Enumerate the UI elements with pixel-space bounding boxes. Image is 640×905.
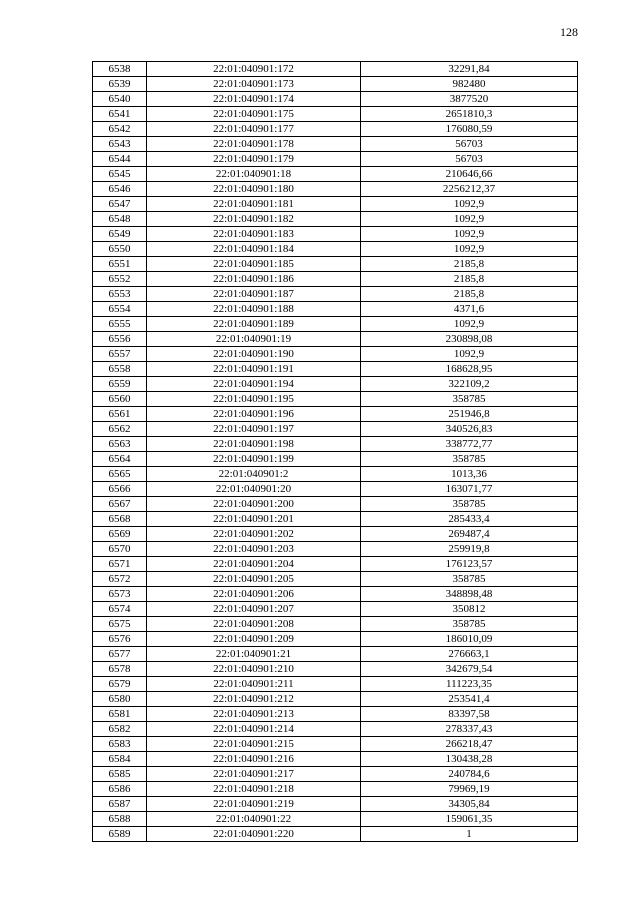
table-row [93, 632, 578, 647]
cadastral-value-cell: 240784,6 [361, 767, 578, 782]
cadastral-number-cell: 22:01:040901:191 [147, 362, 361, 377]
table-row [93, 107, 578, 122]
cadastral-value-cell: 322109,2 [361, 377, 578, 392]
cadastral-value-cell: 259919,8 [361, 542, 578, 557]
row-number-cell: 6584 [93, 752, 147, 767]
table-row [93, 827, 578, 842]
table-row [93, 527, 578, 542]
cadastral-value-cell: 253541,4 [361, 692, 578, 707]
cadastral-number-cell: 22:01:040901:204 [147, 557, 361, 572]
cadastral-number-cell: 22:01:040901:207 [147, 602, 361, 617]
cadastral-number-cell: 22:01:040901:22 [147, 812, 361, 827]
row-number-cell: 6567 [93, 497, 147, 512]
table-row [93, 482, 578, 497]
row-number-cell: 6573 [93, 587, 147, 602]
cadastral-number-cell: 22:01:040901:200 [147, 497, 361, 512]
row-number-cell: 6557 [93, 347, 147, 362]
cadastral-value-cell: 32291,84 [361, 62, 578, 77]
table-row [93, 302, 578, 317]
table-row [93, 467, 578, 482]
cadastral-number-cell: 22:01:040901:220 [147, 827, 361, 842]
cadastral-value-cell: 340526,83 [361, 422, 578, 437]
table-row [93, 362, 578, 377]
cadastral-number-cell: 22:01:040901:185 [147, 257, 361, 272]
row-number-cell: 6539 [93, 77, 147, 92]
row-number-cell: 6546 [93, 182, 147, 197]
cadastral-number-cell: 22:01:040901:183 [147, 227, 361, 242]
row-number-cell: 6588 [93, 812, 147, 827]
cadastral-value-cell: 130438,28 [361, 752, 578, 767]
cadastral-number-cell: 22:01:040901:187 [147, 287, 361, 302]
table-row [93, 437, 578, 452]
cadastral-value-cell: 3877520 [361, 92, 578, 107]
cadastral-number-cell: 22:01:040901:205 [147, 572, 361, 587]
cadastral-value-cell: 1092,9 [361, 242, 578, 257]
cadastral-value-cell: 210646,66 [361, 167, 578, 182]
cadastral-value-cell: 2651810,3 [361, 107, 578, 122]
table-row [93, 152, 578, 167]
cadastral-value-cell: 176123,57 [361, 557, 578, 572]
cadastral-number-cell: 22:01:040901:184 [147, 242, 361, 257]
cadastral-value-cell: 2185,8 [361, 287, 578, 302]
row-number-cell: 6577 [93, 647, 147, 662]
cadastral-number-cell: 22:01:040901:190 [147, 347, 361, 362]
row-number-cell: 6586 [93, 782, 147, 797]
cadastral-number-cell: 22:01:040901:219 [147, 797, 361, 812]
row-number-cell: 6544 [93, 152, 147, 167]
cadastral-number-cell: 22:01:040901:211 [147, 677, 361, 692]
table-row [93, 62, 578, 77]
row-number-cell: 6550 [93, 242, 147, 257]
row-number-cell: 6560 [93, 392, 147, 407]
table-row [93, 317, 578, 332]
cadastral-number-cell: 22:01:040901:21 [147, 647, 361, 662]
row-number-cell: 6564 [93, 452, 147, 467]
cadastral-number-cell: 22:01:040901:180 [147, 182, 361, 197]
row-number-cell: 6574 [93, 602, 147, 617]
cadastral-value-cell: 982480 [361, 77, 578, 92]
cadastral-number-cell: 22:01:040901:212 [147, 692, 361, 707]
table-row [93, 752, 578, 767]
table-row [93, 572, 578, 587]
table-row [93, 617, 578, 632]
cadastral-value-cell: 163071,77 [361, 482, 578, 497]
cadastral-value-cell: 1092,9 [361, 197, 578, 212]
table-row [93, 557, 578, 572]
table-row [93, 782, 578, 797]
table-row [93, 707, 578, 722]
cadastral-number-cell: 22:01:040901:209 [147, 632, 361, 647]
table-row [93, 422, 578, 437]
cadastral-number-cell: 22:01:040901:202 [147, 527, 361, 542]
row-number-cell: 6552 [93, 272, 147, 287]
row-number-cell: 6575 [93, 617, 147, 632]
row-number-cell: 6578 [93, 662, 147, 677]
table-row [93, 452, 578, 467]
cadastral-number-cell: 22:01:040901:188 [147, 302, 361, 317]
cadastral-value-cell: 83397,58 [361, 707, 578, 722]
table-row [93, 602, 578, 617]
table-row [93, 587, 578, 602]
cadastral-number-cell: 22:01:040901:178 [147, 137, 361, 152]
cadastral-number-cell: 22:01:040901:198 [147, 437, 361, 452]
table-row [93, 242, 578, 257]
cadastral-value-cell: 56703 [361, 137, 578, 152]
row-number-cell: 6576 [93, 632, 147, 647]
row-number-cell: 6543 [93, 137, 147, 152]
cadastral-number-cell: 22:01:040901:194 [147, 377, 361, 392]
table-row [93, 692, 578, 707]
table-row [93, 347, 578, 362]
cadastral-value-cell: 338772,77 [361, 437, 578, 452]
cadastral-value-cell: 1092,9 [361, 317, 578, 332]
table-row [93, 812, 578, 827]
row-number-cell: 6571 [93, 557, 147, 572]
cadastral-value-cell: 1 [361, 827, 578, 842]
cadastral-value-cell: 111223,35 [361, 677, 578, 692]
row-number-cell: 6580 [93, 692, 147, 707]
cadastral-number-cell: 22:01:040901:195 [147, 392, 361, 407]
cadastral-number-cell: 22:01:040901:199 [147, 452, 361, 467]
table-row [93, 512, 578, 527]
cadastral-number-cell: 22:01:040901:177 [147, 122, 361, 137]
row-number-cell: 6549 [93, 227, 147, 242]
row-number-cell: 6558 [93, 362, 147, 377]
cadastral-number-cell: 22:01:040901:214 [147, 722, 361, 737]
table-row [93, 77, 578, 92]
cadastral-number-cell: 22:01:040901:189 [147, 317, 361, 332]
cadastral-number-cell: 22:01:040901:19 [147, 332, 361, 347]
table-row [93, 257, 578, 272]
row-number-cell: 6561 [93, 407, 147, 422]
row-number-cell: 6579 [93, 677, 147, 692]
cadastral-number-cell: 22:01:040901:173 [147, 77, 361, 92]
row-number-cell: 6582 [93, 722, 147, 737]
table-row [93, 647, 578, 662]
cadastral-value-cell: 358785 [361, 392, 578, 407]
cadastral-value-cell: 276663,1 [361, 647, 578, 662]
row-number-cell: 6568 [93, 512, 147, 527]
cadastral-value-table [92, 61, 578, 842]
cadastral-value-cell: 2256212,37 [361, 182, 578, 197]
cadastral-value-cell: 266218,47 [361, 737, 578, 752]
cadastral-value-cell: 168628,95 [361, 362, 578, 377]
cadastral-value-cell: 358785 [361, 452, 578, 467]
cadastral-number-cell: 22:01:040901:2 [147, 467, 361, 482]
row-number-cell: 6545 [93, 167, 147, 182]
cadastral-value-cell: 285433,4 [361, 512, 578, 527]
table-row [93, 167, 578, 182]
cadastral-number-cell: 22:01:040901:210 [147, 662, 361, 677]
row-number-cell: 6589 [93, 827, 147, 842]
cadastral-number-cell: 22:01:040901:213 [147, 707, 361, 722]
table-row [93, 197, 578, 212]
table-row [93, 797, 578, 812]
cadastral-number-cell: 22:01:040901:208 [147, 617, 361, 632]
table-row [93, 392, 578, 407]
cadastral-value-cell: 34305,84 [361, 797, 578, 812]
row-number-cell: 6553 [93, 287, 147, 302]
cadastral-number-cell: 22:01:040901:203 [147, 542, 361, 557]
cadastral-number-cell: 22:01:040901:216 [147, 752, 361, 767]
row-number-cell: 6554 [93, 302, 147, 317]
row-number-cell: 6540 [93, 92, 147, 107]
table-row [93, 662, 578, 677]
row-number-cell: 6562 [93, 422, 147, 437]
cadastral-number-cell: 22:01:040901:201 [147, 512, 361, 527]
page-number: 128 [560, 25, 578, 39]
row-number-cell: 6556 [93, 332, 147, 347]
row-number-cell: 6547 [93, 197, 147, 212]
row-number-cell: 6583 [93, 737, 147, 752]
table-row [93, 287, 578, 302]
cadastral-value-cell: 56703 [361, 152, 578, 167]
cadastral-value-cell: 176080,59 [361, 122, 578, 137]
cadastral-value-cell: 278337,43 [361, 722, 578, 737]
cadastral-number-cell: 22:01:040901:175 [147, 107, 361, 122]
table-row [93, 497, 578, 512]
cadastral-value-cell: 1013,36 [361, 467, 578, 482]
cadastral-value-cell: 2185,8 [361, 257, 578, 272]
table-row [93, 227, 578, 242]
cadastral-value-cell: 350812 [361, 602, 578, 617]
table-row [93, 122, 578, 137]
table-row [93, 407, 578, 422]
cadastral-number-cell: 22:01:040901:217 [147, 767, 361, 782]
table-row [93, 377, 578, 392]
cadastral-value-cell: 230898,08 [361, 332, 578, 347]
table-body [93, 62, 578, 842]
row-number-cell: 6541 [93, 107, 147, 122]
cadastral-number-cell: 22:01:040901:206 [147, 587, 361, 602]
cadastral-value-cell: 4371,6 [361, 302, 578, 317]
row-number-cell: 6559 [93, 377, 147, 392]
table-row [93, 332, 578, 347]
cadastral-number-cell: 22:01:040901:18 [147, 167, 361, 182]
cadastral-value-cell: 269487,4 [361, 527, 578, 542]
cadastral-number-cell: 22:01:040901:182 [147, 212, 361, 227]
table-row [93, 272, 578, 287]
row-number-cell: 6542 [93, 122, 147, 137]
cadastral-value-cell: 358785 [361, 497, 578, 512]
row-number-cell: 6585 [93, 767, 147, 782]
cadastral-number-cell: 22:01:040901:197 [147, 422, 361, 437]
table-row [93, 137, 578, 152]
row-number-cell: 6566 [93, 482, 147, 497]
cadastral-number-cell: 22:01:040901:196 [147, 407, 361, 422]
row-number-cell: 6565 [93, 467, 147, 482]
cadastral-value-cell: 358785 [361, 572, 578, 587]
cadastral-number-cell: 22:01:040901:172 [147, 62, 361, 77]
cadastral-value-cell: 186010,09 [361, 632, 578, 647]
row-number-cell: 6581 [93, 707, 147, 722]
cadastral-value-cell: 1092,9 [361, 227, 578, 242]
table-row [93, 677, 578, 692]
row-number-cell: 6569 [93, 527, 147, 542]
row-number-cell: 6572 [93, 572, 147, 587]
cadastral-number-cell: 22:01:040901:181 [147, 197, 361, 212]
row-number-cell: 6563 [93, 437, 147, 452]
table-row [93, 182, 578, 197]
cadastral-number-cell: 22:01:040901:186 [147, 272, 361, 287]
cadastral-value-cell: 1092,9 [361, 212, 578, 227]
row-number-cell: 6555 [93, 317, 147, 332]
cadastral-value-cell: 348898,48 [361, 587, 578, 602]
cadastral-value-cell: 358785 [361, 617, 578, 632]
cadastral-value-cell: 2185,8 [361, 272, 578, 287]
cadastral-number-cell: 22:01:040901:20 [147, 482, 361, 497]
table-row [93, 92, 578, 107]
cadastral-number-cell: 22:01:040901:215 [147, 737, 361, 752]
cadastral-number-cell: 22:01:040901:174 [147, 92, 361, 107]
row-number-cell: 6570 [93, 542, 147, 557]
row-number-cell: 6551 [93, 257, 147, 272]
row-number-cell: 6587 [93, 797, 147, 812]
cadastral-number-cell: 22:01:040901:218 [147, 782, 361, 797]
row-number-cell: 6548 [93, 212, 147, 227]
cadastral-value-cell: 1092,9 [361, 347, 578, 362]
table-row [93, 767, 578, 782]
table-row [93, 737, 578, 752]
cadastral-value-cell: 159061,35 [361, 812, 578, 827]
cadastral-number-cell: 22:01:040901:179 [147, 152, 361, 167]
table-row [93, 212, 578, 227]
cadastral-value-cell: 251946,8 [361, 407, 578, 422]
table-row [93, 542, 578, 557]
row-number-cell: 6538 [93, 62, 147, 77]
cadastral-value-cell: 79969,19 [361, 782, 578, 797]
table-row [93, 722, 578, 737]
cadastral-value-cell: 342679,54 [361, 662, 578, 677]
